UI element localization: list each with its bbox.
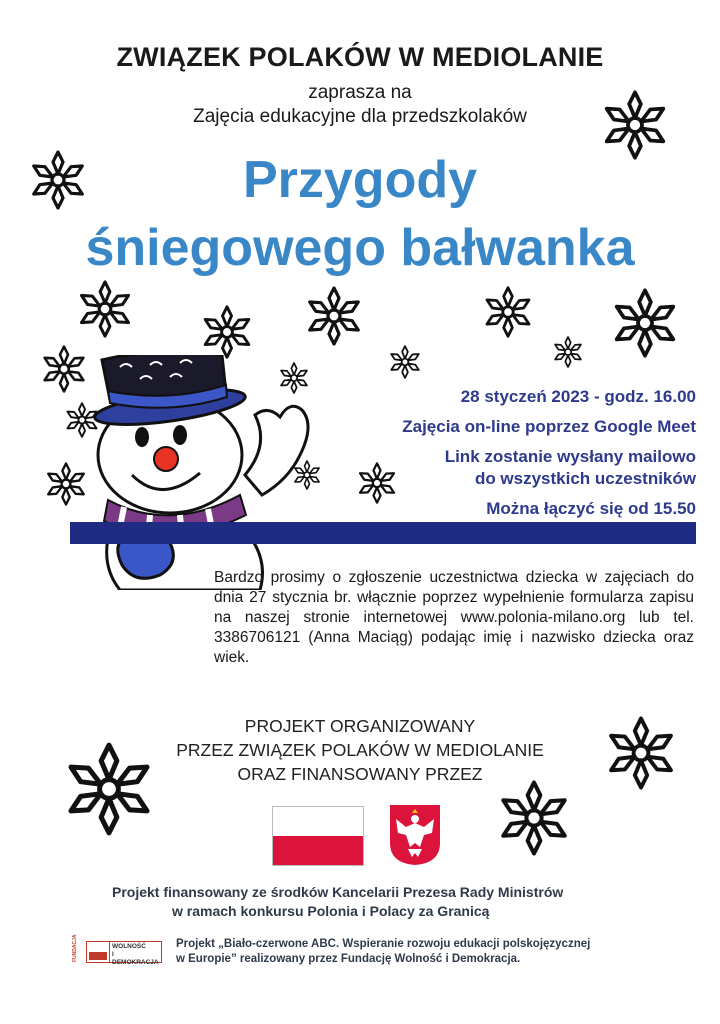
- snowman-illustration: [40, 355, 320, 590]
- project-note-line1: Projekt „Biało-czerwone ABC. Wspieranie rozwoju edukacji polskojęzycznej: [176, 938, 591, 950]
- event-link-info-line2: do wszystkich uczestników: [474, 469, 696, 488]
- project-line3: ORAZ FINANSOWANY PRZEZ: [237, 764, 483, 784]
- event-online-info: Zajęcia on-line poprzez Google Meet: [402, 417, 696, 436]
- project-line2: PRZEZ ZWIĄZEK POLAKÓW W MEDIOLANIE: [176, 740, 544, 760]
- logo-side-text: FUNDACJA: [72, 934, 78, 962]
- snowflake-icon: [388, 345, 422, 379]
- organization-title: ZWIĄZEK POLAKÓW W MEDIOLANIE: [116, 42, 604, 72]
- snowflake-icon: [304, 286, 364, 346]
- registration-paragraph: Bardzo prosimy o zgłoszenie uczestnictwa dziecka w zajęciach do dnia 27 stycznia br. włącznie poprzez wypełnienie formularza zapisu na naszej stronie internetowej www.polonia-milano.org lub tel. 3386706121 (Anna Maciąg) podając imię i nazwisko dziecka oraz wiek.: [214, 569, 694, 666]
- snowflake-icon: [76, 280, 134, 338]
- snowflake-icon: [552, 336, 584, 368]
- project-note-line2: w Europie” realizowany przez Fundację Wolność i Demokracja.: [176, 953, 521, 965]
- polish-eagle-emblem: [388, 803, 442, 867]
- fundacja-logo: [86, 941, 162, 966]
- snowflake-icon: [496, 780, 572, 856]
- event-join-time: Można łączyć się od 15.50: [486, 499, 696, 518]
- divider-band: [70, 522, 696, 544]
- main-title-line2: śniegowego bałwanka: [85, 219, 635, 277]
- snowflake-icon: [610, 288, 680, 358]
- funding-line2: w ramach konkursu Polonia i Polacy za Granicą: [172, 903, 490, 919]
- invite-text: zaprasza na: [308, 82, 412, 103]
- polish-flag: [272, 806, 364, 866]
- logo-text-line1: WOLNOŚĆ: [112, 943, 146, 950]
- project-line1: PROJEKT ORGANIZOWANY: [244, 716, 476, 736]
- snowflake-icon: [356, 462, 398, 504]
- event-link-info-line1: Link zostanie wysłany mailowo: [444, 447, 696, 466]
- main-title-line1: Przygody: [242, 151, 478, 209]
- event-date: 28 styczeń 2023 - godz. 16.00: [460, 387, 696, 406]
- funding-line1: Projekt finansowany ze środków Kancelarii Prezesa Rady Ministrów: [112, 884, 564, 900]
- snowflake-icon: [482, 286, 534, 338]
- logo-text-line2: I DEMOKRACJA: [112, 951, 159, 966]
- event-subtitle: Zajęcia edukacyjne dla przedszkolaków: [193, 106, 527, 127]
- snowflake-icon: [200, 305, 254, 359]
